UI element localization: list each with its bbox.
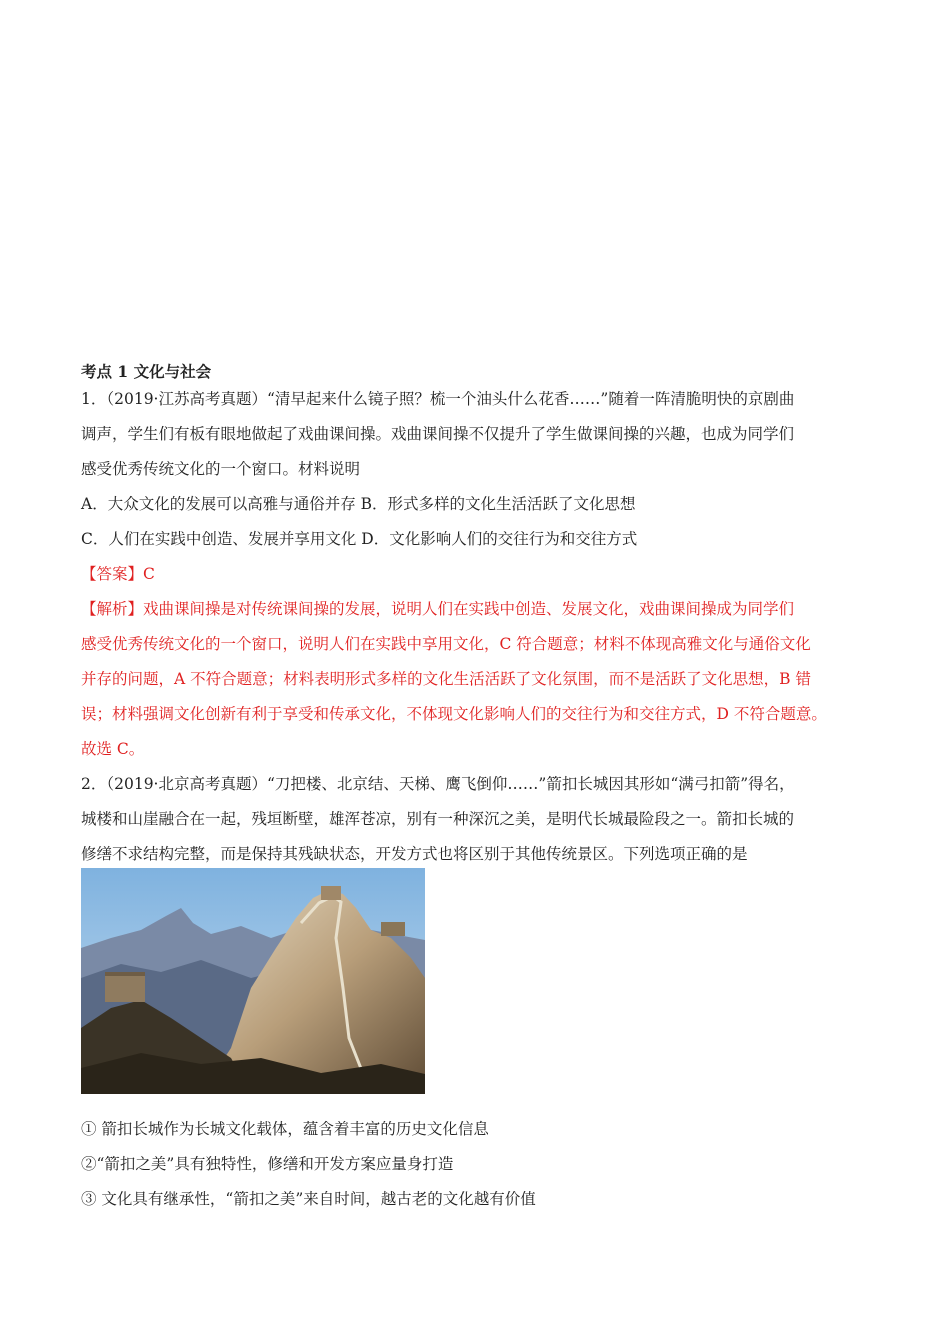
section-heading: 考点 1 文化与社会 — [81, 362, 212, 381]
q2-line: 城楼和山崖融合在一起，残垣断壁，雄浑苍凉，别有一种深沉之美，是明代长城最险段之一。箭扣长城的 — [81, 810, 795, 828]
q2-line: 修缮不求结构完整，而是保持其残缺状态，开发方式也将区别于其他传统景区。下列选项正确的是 — [81, 845, 748, 863]
great-wall-photo — [81, 868, 425, 1094]
q1-analysis-line: 【解析】戏曲课间操是对传统课间操的发展，说明人们在实践中创造、发展文化，戏曲课间操成为同学们 — [81, 600, 795, 618]
q2-statement: ③ 文化具有继承性，“箭扣之美”来自时间，越古老的文化越有价值 — [81, 1190, 536, 1208]
q1-analysis-line: 误；材料强调文化创新有利于享受和传承文化，不体现文化影响人们的交往行为和交往方式，D 不符合题意。 — [81, 705, 827, 723]
q2-line: 2．（2019·北京高考真题）“刀把楼、北京结、天梯、鹰飞倒仰……”箭扣长城因其形如“满弓扣箭”得名， — [81, 775, 795, 793]
q1-analysis-line: 感受优秀传统文化的一个窗口，说明人们在实践中享用文化，C 符合题意；材料不体现高雅文化与通俗文化 — [81, 635, 811, 653]
q1-line: 1．（2019·江苏高考真题）“清早起来什么镜子照？梳一个油头什么花香……”随着一阵清脆明快的京剧曲 — [81, 390, 795, 408]
question-1 — [81, 389, 881, 759]
q1-option-line: C．人们在实践中创造、发展并享用文化 D．文化影响人们的交往行为和交往方式 — [81, 530, 638, 548]
q1-answer: 【答案】C — [81, 565, 155, 583]
q2-statements — [81, 1119, 881, 1209]
q1-analysis-line: 故选 C。 — [81, 740, 145, 758]
q1-line: 感受优秀传统文化的一个窗口。材料说明 — [81, 460, 361, 478]
q1-line: 调声，学生们有板有眼地做起了戏曲课间操。戏曲课间操不仅提升了学生做课间操的兴趣，也成为同学们 — [81, 425, 795, 443]
q2-statement: ① 箭扣长城作为长城文化载体，蕴含着丰富的历史文化信息 — [81, 1120, 489, 1138]
question-2 — [81, 774, 881, 864]
q1-option-line: A．大众文化的发展可以高雅与通俗并存 B．形式多样的文化生活活跃了文化思想 — [81, 495, 636, 513]
q2-statement: ②“箭扣之美”具有独特性，修缮和开发方案应量身打造 — [81, 1155, 454, 1173]
document-page — [81, 362, 881, 1224]
q1-analysis-line: 并存的问题，A 不符合题意；材料表明形式多样的文化生活活跃了文化氛围，而不是活跃了文化思想，B 错 — [81, 670, 811, 688]
